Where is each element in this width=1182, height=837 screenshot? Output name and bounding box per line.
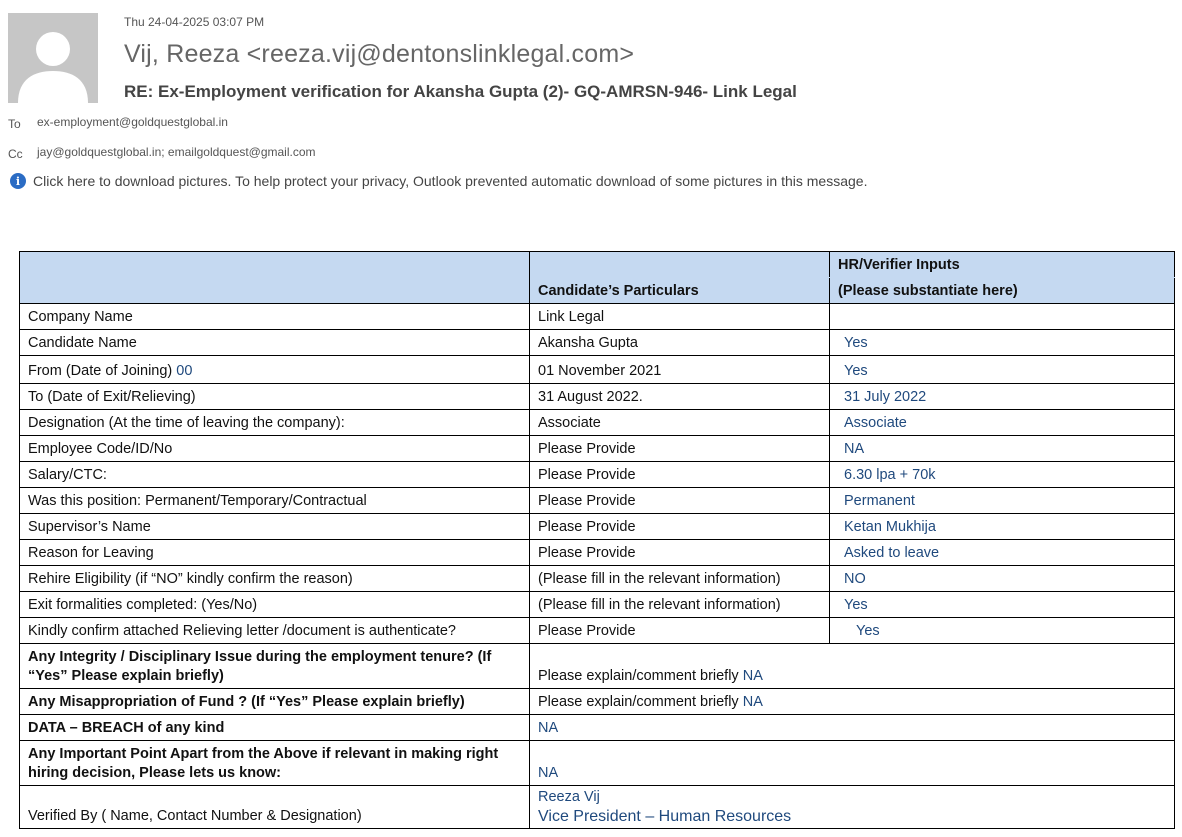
row-label: Employee Code/ID/No [20, 436, 530, 462]
row-label: Exit formalities completed: (Yes/No) [20, 592, 530, 618]
header-verifier-subtitle: (Please substantiate here) [830, 278, 1175, 304]
cc-recipients[interactable]: jay@goldquestglobal.in; emailgoldquest@gmail.com [37, 145, 316, 159]
misappropriation-prompt: Please explain/comment briefly [538, 694, 739, 710]
verification-table [19, 251, 1175, 829]
integrity-prompt: Please explain/comment briefly [538, 668, 739, 684]
row-label: Reason for Leaving [20, 540, 530, 566]
table-row [20, 514, 1175, 540]
important-point-answer: NA [530, 741, 1175, 786]
row-candidate-value: Please Provide [530, 618, 830, 644]
table-row [20, 330, 1175, 356]
row-label: Candidate Name [20, 330, 530, 356]
row-verifier-value: Ketan Mukhija [830, 514, 1175, 540]
table-row [20, 566, 1175, 592]
table-row [20, 488, 1175, 514]
row-verifier-value: Yes [830, 592, 1175, 618]
row-candidate-value: Please Provide [530, 488, 830, 514]
row-candidate-value: Akansha Gupta [530, 330, 830, 356]
table-row [20, 644, 1175, 689]
row-candidate-value: Associate [530, 410, 830, 436]
misappropriation-label: Any Misappropriation of Fund ? (If “Yes” Please explain briefly) [20, 689, 530, 715]
misappropriation-response-cell [530, 689, 1175, 715]
infobar-text: Click here to download pictures. To help protect your privacy, Outlook prevented automatic download of some pictures in this message. [33, 173, 868, 189]
row-verifier-value: NA [830, 436, 1175, 462]
row-candidate-value: Please Provide [530, 436, 830, 462]
row-label: From (Date of Joining) [28, 363, 173, 379]
row-label: Rehire Eligibility (if “NO” kindly confirm the reason) [20, 566, 530, 592]
row-verifier-value: Associate [830, 410, 1175, 436]
table-row [20, 592, 1175, 618]
row-verifier-value: NO [830, 566, 1175, 592]
info-icon: i [10, 173, 26, 189]
person-silhouette-icon [8, 13, 98, 103]
integrity-answer: NA [742, 668, 763, 684]
table-row [20, 540, 1175, 566]
table-row [20, 715, 1175, 741]
row-candidate-value: Please Provide [530, 514, 830, 540]
row-candidate-value: 31 August 2022. [530, 384, 830, 410]
row-candidate-value: 01 November 2021 [530, 356, 830, 384]
row-verifier-value [830, 304, 1175, 330]
table-row [20, 689, 1175, 715]
email-date: Thu 24-04-2025 03:07 PM [124, 15, 265, 29]
to-recipients[interactable]: ex-employment@goldquestglobal.in [37, 115, 228, 129]
table-row [20, 741, 1175, 786]
row-verifier-value: Asked to leave [830, 540, 1175, 566]
row-verifier-value: Yes [830, 356, 1175, 384]
email-subject: RE: Ex-Employment verification for Akansha Gupta (2)- GQ-AMRSN-946- Link Legal [124, 82, 797, 101]
row-verifier-value: Permanent [830, 488, 1175, 514]
download-pictures-infobar[interactable] [10, 173, 867, 189]
row-label: Salary/CTC: [20, 462, 530, 488]
row-label-cell [20, 356, 530, 384]
table-row [20, 304, 1175, 330]
row-label: Was this position: Permanent/Temporary/Contractual [20, 488, 530, 514]
table-row [20, 410, 1175, 436]
row-candidate-value: Please Provide [530, 540, 830, 566]
row-label-suffix: 00 [176, 363, 193, 379]
misappropriation-answer: NA [742, 694, 763, 710]
integrity-response-cell [530, 644, 1175, 689]
table-row [20, 786, 1175, 829]
row-label: To (Date of Exit/Relieving) [20, 384, 530, 410]
important-point-label: Any Important Point Apart from the Above if relevant in making right hiring decision, Please lets us know: [20, 741, 530, 786]
table-row [20, 356, 1175, 384]
cc-label: Cc [8, 147, 23, 161]
row-label: Designation (At the time of leaving the company): [20, 410, 530, 436]
table-row [20, 384, 1175, 410]
row-verifier-value: Yes [830, 330, 1175, 356]
row-verifier-value: 31 July 2022 [830, 384, 1175, 410]
data-breach-label: DATA – BREACH of any kind [20, 715, 530, 741]
header-blank-cell [20, 252, 530, 304]
row-candidate-value: Please Provide [530, 462, 830, 488]
row-candidate-value: Link Legal [530, 304, 830, 330]
header-verifier-title: HR/Verifier Inputs [830, 252, 1175, 278]
sender-avatar[interactable] [8, 13, 98, 103]
row-verifier-value: 6.30 lpa + 70k [830, 462, 1175, 488]
to-label: To [8, 117, 21, 131]
verified-by-label: Verified By ( Name, Contact Number & Designation) [20, 786, 530, 829]
row-candidate-value: (Please fill in the relevant information) [530, 566, 830, 592]
table-row [20, 618, 1175, 644]
sender-name[interactable]: Vij, Reeza <reeza.vij@dentonslinklegal.com> [124, 40, 635, 68]
row-candidate-value: (Please fill in the relevant information) [530, 592, 830, 618]
verifier-title: Vice President – Human Resources [538, 808, 792, 825]
data-breach-answer: NA [530, 715, 1175, 741]
row-label: Supervisor’s Name [20, 514, 530, 540]
table-row [20, 462, 1175, 488]
header-blank-top [530, 252, 830, 278]
integrity-label: Any Integrity / Disciplinary Issue during the employment tenure? (If “Yes” Please explain briefly) [20, 644, 530, 689]
table-row [20, 436, 1175, 462]
verifier-name: Reeza Vij [538, 789, 600, 805]
row-verifier-value: Yes [830, 618, 1175, 644]
verified-by-cell [530, 786, 1175, 829]
row-label: Company Name [20, 304, 530, 330]
header-candidate-particulars: Candidate’s Particulars [530, 278, 830, 304]
row-label: Kindly confirm attached Relieving letter /document is authenticate? [20, 618, 530, 644]
